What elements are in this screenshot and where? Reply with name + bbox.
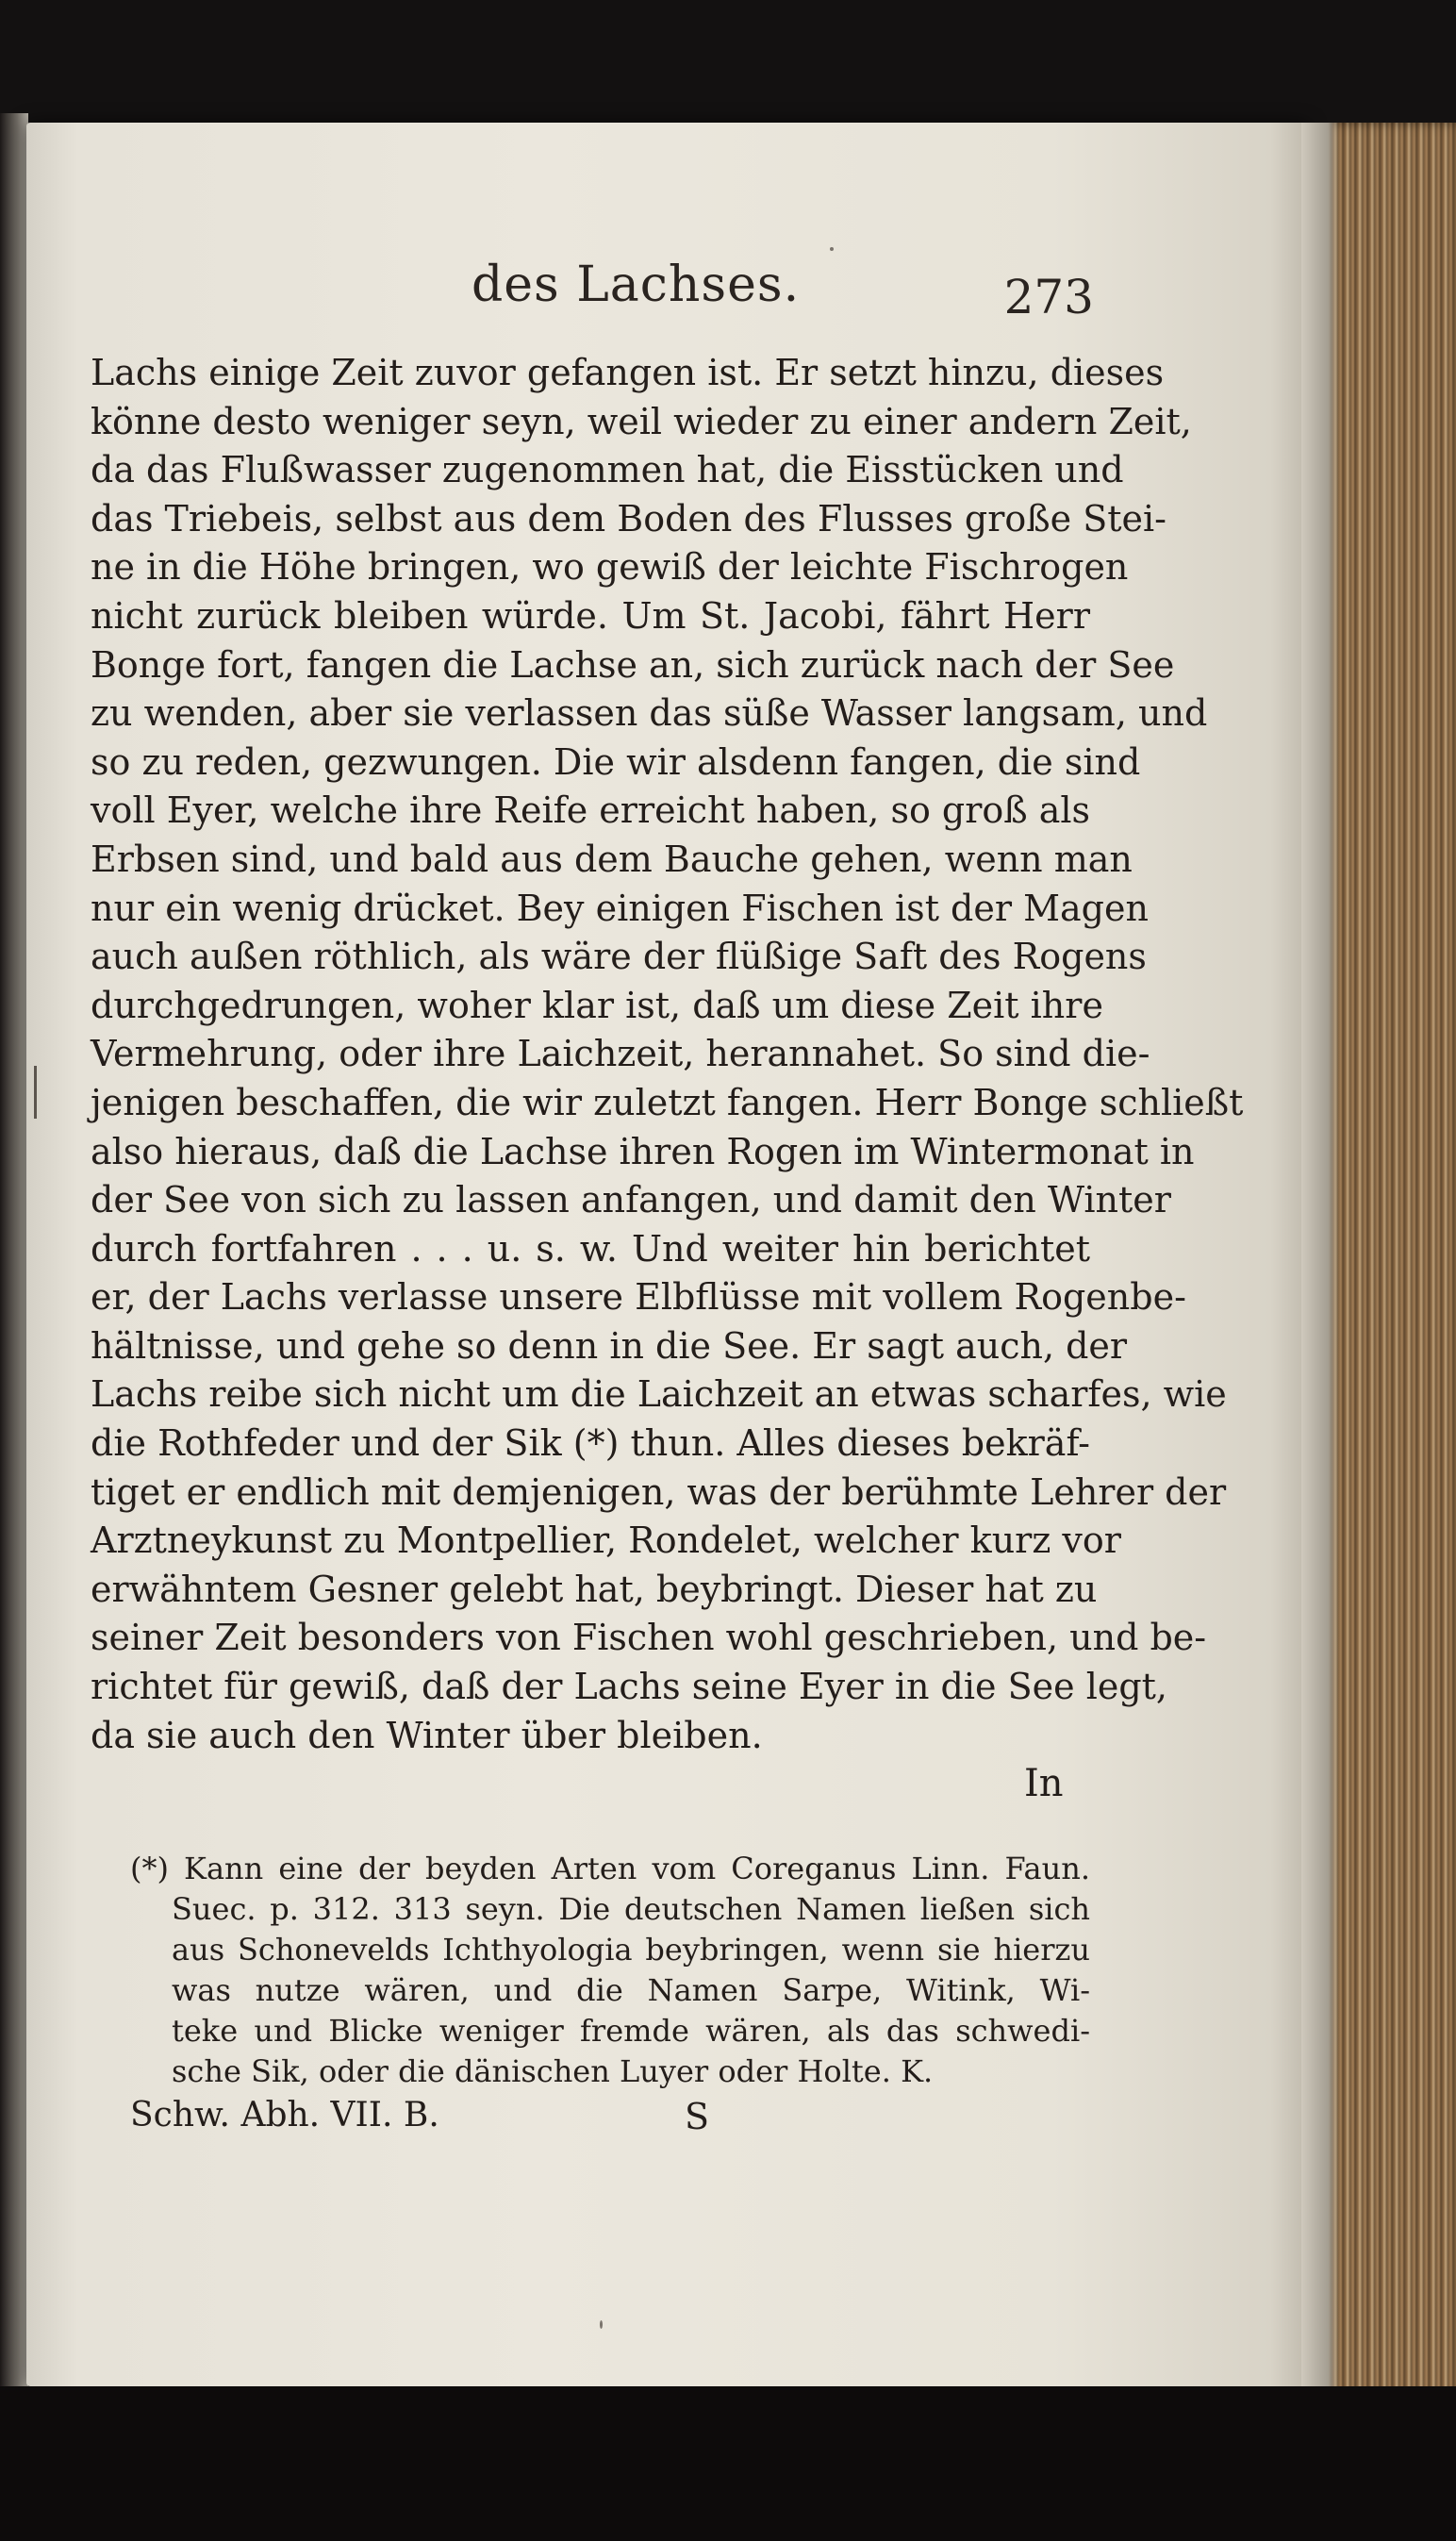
- text-line: jenigen beschaffen, die wir zuletzt fangen. Herr Bonge schließt: [91, 1081, 1244, 1123]
- text-line: nicht zurück bleiben würde. Um St. Jacobi, fährt Herr: [91, 594, 1090, 637]
- margin-mark: [34, 1066, 37, 1119]
- paper-speck: [600, 2320, 603, 2329]
- text-line: Lachs reibe sich nicht um die Laichzeit an etwas scharfes, wie: [91, 1373, 1227, 1416]
- text-line: durch fortfahren . . . u. s. w. Und weiter hin berichtet: [91, 1227, 1090, 1270]
- footnote-line: (*) Kann eine der beyden Arten vom Coreganus Linn. Faun.: [130, 1851, 1090, 1886]
- text-line: da sie auch den Winter über bleiben.: [91, 1714, 763, 1756]
- book-gutter: [0, 113, 28, 2396]
- footnote-line: teke und Blicke weniger fremde wären, als das schwedi-: [172, 2013, 1090, 2049]
- catchword: In: [1024, 1762, 1064, 1805]
- text-line: Lachs einige Zeit zuvor gefangen ist. Er setzt hinzu, dieses: [91, 352, 1165, 393]
- text-line: so zu reden, gezwungen. Die wir alsdenn fangen, die sind: [91, 740, 1141, 783]
- text-line: richtet für gewiß, daß der Lachs seine Eyer in die See legt,: [91, 1666, 1168, 1708]
- text-line: könne desto weniger seyn, weil wieder zu einer andern Zeit,: [91, 400, 1192, 442]
- footnote-line: sche Sik, oder die dänischen Luyer oder Holte. K.: [172, 2053, 934, 2089]
- text-line: er, der Lachs verlasse unsere Elbflüsse mit vollem Rogenbe-: [91, 1276, 1186, 1319]
- footnote-line: Suec. p. 312. 313 seyn. Die deutschen Namen ließen sich: [172, 1891, 1090, 1927]
- text-line: nur ein wenig drücket. Bey einigen Fischen ist der Magen: [91, 887, 1149, 929]
- text-line: die Rothfeder und der Sik (*) thun. Alles dieses bekräf-: [91, 1422, 1090, 1465]
- footnote: [130, 1849, 1090, 2092]
- bottom-shadow: [0, 2386, 1456, 2541]
- text-line: ne in die Höhe bringen, wo gewiß der leichte Fischrogen: [91, 546, 1129, 589]
- text-line: hältnisse, und gehe so denn in die See. Er sagt auch, der: [91, 1324, 1128, 1367]
- text-line: da das Flußwasser zugenommen hat, die Eisstücken und: [91, 449, 1124, 491]
- body-text: [91, 349, 1244, 1760]
- text-line: der See von sich zu lassen anfangen, und damit den Winter: [91, 1179, 1171, 1221]
- signature-label: Schw. Abh. VII. B.: [130, 2096, 439, 2134]
- footnote-line: was nutze wären, und die Namen Sarpe, Witink, Wi-: [172, 1972, 1090, 2008]
- signature-mark: S: [685, 2096, 710, 2137]
- running-head-title: des Lachses.: [472, 257, 801, 313]
- text-line: auch außen röthlich, als wäre der flüßige Saft des Rogens: [91, 936, 1147, 978]
- text-line: Vermehrung, oder ihre Laichzeit, herannahet. So sind die-: [91, 1033, 1150, 1075]
- text-line: Arztneykunst zu Montpellier, Rondelet, welcher kurz vor: [91, 1520, 1121, 1562]
- text-line: also hieraus, daß die Lachse ihren Rogen im Wintermonat in: [91, 1130, 1195, 1172]
- footnote-line: aus Schonevelds Ichthyologia beybringen, wenn sie hierzu: [172, 1932, 1090, 1968]
- page-edge-highlight: [1301, 123, 1339, 2405]
- text-line: erwähntem Gesner gelebt hat, beybringt. Dieser hat zu: [91, 1568, 1098, 1610]
- running-head: [113, 257, 1094, 323]
- paper-speck: [830, 247, 834, 251]
- page-number: 273: [1003, 270, 1094, 324]
- text-line: Erbsen sind, und bald aus dem Bauche gehen, wenn man: [91, 838, 1133, 880]
- text-line: zu wenden, aber sie verlassen das süße Wasser langsam, und: [91, 692, 1208, 735]
- text-line: voll Eyer, welche ihre Reife erreicht haben, so groß als: [91, 789, 1091, 832]
- text-line: durchgedrungen, woher klar ist, daß um diese Zeit ihre: [91, 984, 1103, 1026]
- text-line: tiget er endlich mit demjenigen, was der berühmte Lehrer der: [91, 1470, 1227, 1513]
- text-line: Bonge fort, fangen die Lachse an, sich zurück nach der See: [91, 643, 1175, 686]
- text-line: seiner Zeit besonders von Fischen wohl geschrieben, und be-: [91, 1617, 1207, 1659]
- text-line: das Triebeis, selbst aus dem Boden des Flusses große Stei-: [91, 497, 1167, 540]
